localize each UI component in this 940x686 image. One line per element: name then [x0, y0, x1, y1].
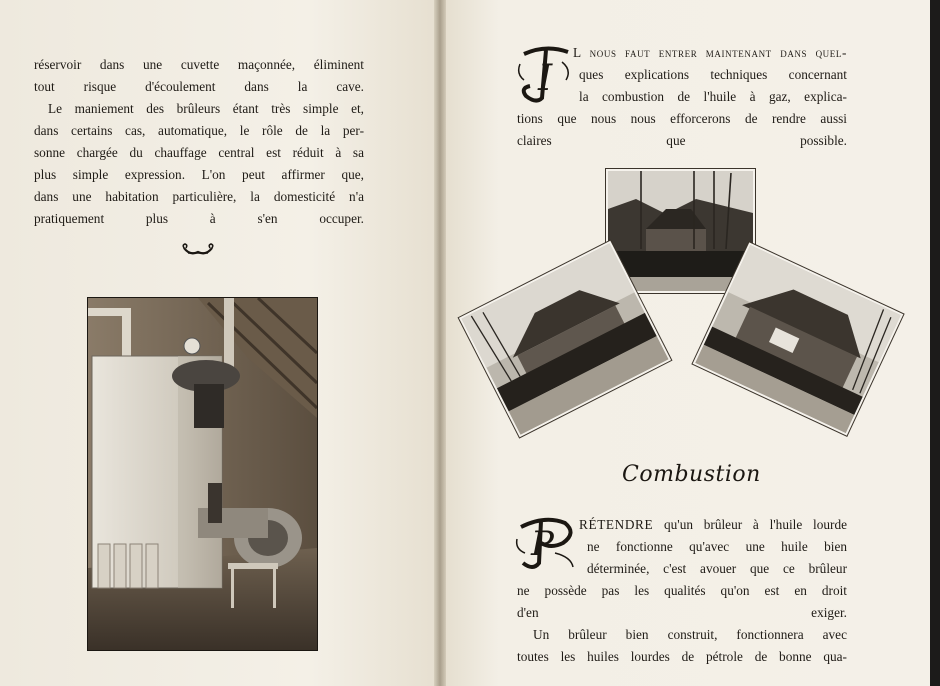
left-paragraph-1: [34, 54, 364, 98]
initial-letter: P: [531, 524, 554, 564]
text-line: ne possède pas les qualités qu'on est en droit: [517, 583, 847, 598]
text-line: plus simple expression. L'on peut affirmer que,: [34, 167, 364, 182]
text-line: [517, 42, 847, 64]
boiler-illustration: [88, 298, 317, 650]
left-paragraph-2: [34, 98, 364, 230]
section-heading: Combustion: [622, 462, 761, 487]
text-line: claires que possible.: [517, 133, 847, 148]
boiler-photo: [87, 297, 318, 651]
text-line: réservoir dans une cuvette maçonnée, éliminent: [34, 57, 364, 72]
text-line: la combustion de l'huile à gaz, explica-: [579, 89, 847, 104]
text-line: qu'un brûleur à l'huile lourde: [653, 517, 847, 532]
text-line: dans une habitation particulière, la domesticité n'a: [34, 189, 364, 204]
house-illustration: [606, 169, 755, 293]
text-line: Un brûleur bien construit, fonctionnera avec: [533, 627, 847, 642]
text-line: d'en exiger.: [517, 605, 847, 620]
book-gutter: [434, 0, 446, 686]
text-line: tions que nous nous efforcerons de rendre aussi: [517, 111, 847, 126]
text-line: ne fonctionne qu'avec une huile bien: [587, 539, 847, 554]
text-line: ques explications techniques concernant: [579, 67, 847, 82]
text-line: dans certains cas, automatique, le rôle de la per-: [34, 123, 364, 138]
text-line: toutes les huiles lourdes de pétrole de bonne qua-: [517, 649, 847, 664]
text-line: [517, 514, 847, 536]
right-section-paragraph: [517, 514, 847, 624]
initial-letter: I: [538, 58, 553, 99]
house-photo-center: [606, 169, 755, 293]
right-closing-paragraph: [517, 624, 847, 668]
page-edge: [930, 0, 940, 686]
text-line: pratiquement plus à s'en occuper.: [34, 211, 364, 226]
text-line: déterminée, c'est avouer que ce brûleur: [587, 561, 847, 576]
text-line: Le maniement des brûleurs étant très simple et,: [48, 101, 364, 116]
text-line: L nous faut entrer maintenant dans quel-: [573, 45, 847, 60]
text-line: sonne chargée du chauffage central est réduit à sa: [34, 145, 364, 160]
right-intro-paragraph: [517, 42, 847, 152]
first-word: RÉTENDRE: [579, 517, 654, 532]
text-line: tout risque d'écoulement dans la cave.: [34, 79, 364, 94]
fleuron-ornament-icon: [180, 242, 216, 258]
